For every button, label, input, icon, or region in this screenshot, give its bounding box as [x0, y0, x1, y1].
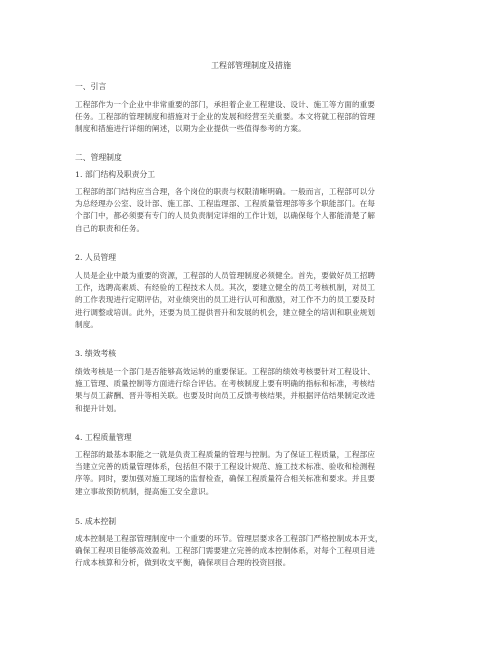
paragraph-line: 工程部作为一个企业中非常重要的部门，承担着企业工程建设、设计、施工等方面的重要	[75, 100, 376, 109]
paragraph-line: 人员是企业中最为重要的资源，工程部的人员管理制度必须健全。首先，要做好员工招聘	[75, 271, 376, 280]
document-title: 工程部管理制度及措施	[211, 61, 291, 70]
subsection-heading-personnel: 2. 人员管理	[75, 253, 117, 262]
paragraph-line: 为总经理办公室、设计部、施工部、工程监理部、工程质量管理部等多个职能部门。在每	[75, 199, 376, 209]
paragraph-line: 进行调整或培训。此外，还要为员工提供晋升和发展的机会，建立健全的培训和职业规划	[75, 307, 376, 317]
paragraph-line: 果与员工薪酬、晋升等相关联。也要及时向员工反馈考核结果，并根据评估结果制定改进	[75, 391, 376, 401]
subsection-heading-cost: 5. 成本控制	[75, 517, 117, 526]
subsection-heading-structure: 1. 部门结构及职责分工	[75, 170, 156, 179]
paragraph-line: 自己的职责和任务。	[75, 223, 145, 233]
intro-paragraph	[75, 99, 430, 136]
section-heading-management: 二、管理制度	[75, 153, 122, 162]
performance-paragraph	[75, 366, 430, 415]
structure-paragraph	[75, 186, 430, 235]
subsection-heading-quality: 4. 工程质量管理	[75, 433, 132, 442]
paragraph-line: 建立事故预防机制，提高施工安全意识。	[75, 486, 214, 496]
paragraph-line: 施工管理、质量控制等方面进行综合评估。在考核制度上要有明确的指标和标准，考核结	[75, 379, 376, 389]
paragraph-line: 确保工程项目能够高效盈利。工程部门需要建立完善的成本控制体系，对每个工程项目进	[75, 546, 376, 556]
paragraph-line: 绩效考核是一个部门是否能够高效运转的重要保证。工程部的绩效考核要针对工程设计、	[75, 367, 376, 376]
paragraph-line: 个部门中，都必须要有专门的人员负责制定详细的工作计划，以确保每个人都能清楚了解	[75, 211, 376, 221]
paragraph-line: 制度和措施进行详细的阐述，以期为企业提供一些值得参考的方案。	[75, 124, 306, 134]
paragraph-line: 和提升计划。	[75, 403, 122, 413]
paragraph-line: 工程部的最基本职能之一就是负责工程质量的管理与控制。为了保证工程质量，工程部应	[75, 450, 376, 459]
paragraph-line: 行成本核算和分析，做到收支平衡，确保项目合理的投资回报。	[75, 558, 291, 568]
personnel-paragraph	[75, 270, 430, 331]
section-heading-intro: 一、引言	[75, 82, 107, 91]
paragraph-line: 当建立完善的质量管理体系，包括但不限于工程设计规范、施工技术标准、验收和检测程	[75, 462, 376, 472]
cost-paragraph	[75, 533, 430, 570]
paragraph-line: 工作，选聘高素质、有经验的工程技术人员。其次，要建立健全的员工考核机制，对员工	[75, 283, 376, 293]
paragraph-line: 的工作表现进行定期评估，对业绩突出的员工进行认可和激励，对工作不力的员工要及时	[75, 295, 376, 305]
paragraph-line: 成本控制是工程部管理制度中一个重要的环节。管理层要求各工程部门严格控制成本开支，	[75, 534, 383, 543]
paragraph-line: 任务。工程部的管理制度和措施对于企业的发展和经营至关重要。本文将就工程部的管理	[75, 112, 376, 122]
quality-paragraph	[75, 449, 430, 498]
paragraph-line: 制度。	[75, 319, 99, 329]
paragraph-line: 序等。同时，要加强对施工现场的监督检查，确保工程质量符合相关标准和要求。并且要	[75, 474, 376, 484]
paragraph-line: 工程部的部门结构应当合理，各个岗位的职责与权限清晰明确。一般而言，工程部可以分	[75, 187, 376, 196]
subsection-heading-performance: 3. 绩效考核	[75, 349, 117, 358]
